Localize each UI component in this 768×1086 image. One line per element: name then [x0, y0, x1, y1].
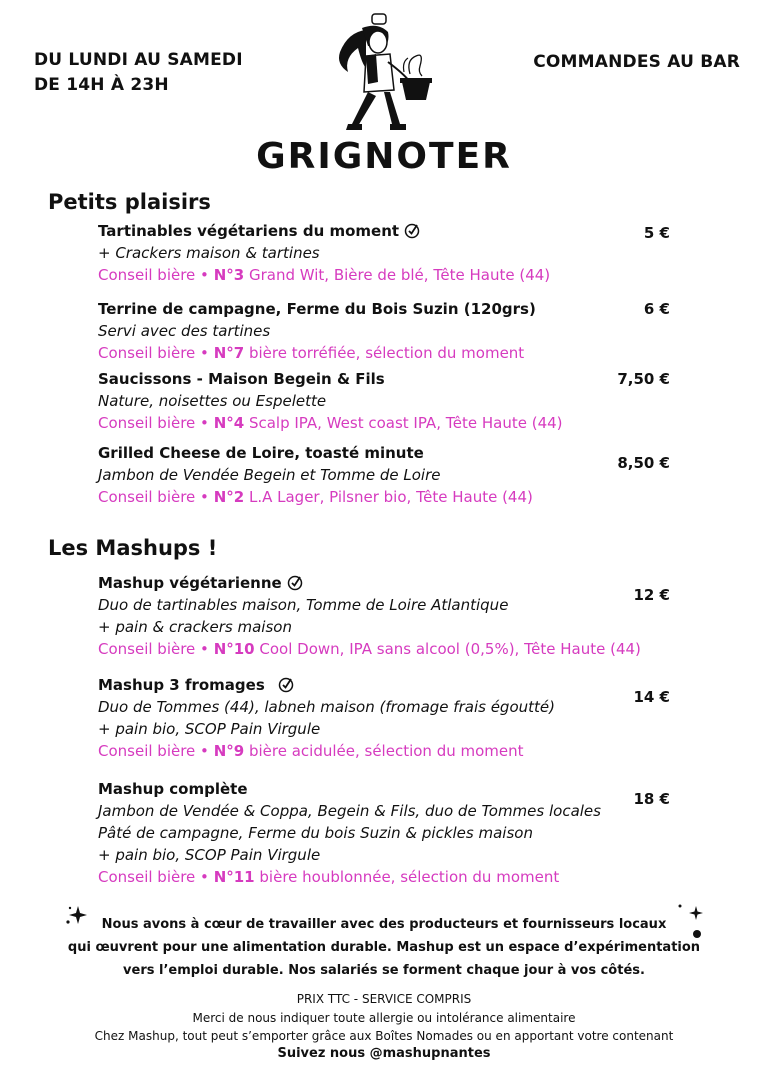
orders-note: COMMANDES AU BAR [533, 52, 740, 72]
beer-description: bière torréfiée, sélection du moment [248, 344, 525, 362]
leaf-check-icon [277, 675, 295, 693]
social-handle: Suivez nous @mashupnantes [277, 1046, 491, 1061]
item-name: Saucissons - Maison Begein & Fils [98, 370, 385, 388]
item-price: 14 € [633, 688, 670, 706]
item-description: + pain bio, SCOP Pain Virgule [98, 846, 321, 864]
item-price: 6 € [643, 300, 670, 318]
item-description: + Crackers maison & tartines [98, 244, 320, 262]
item-price: 12 € [633, 586, 670, 604]
beer-pairing-label: Conseil bière • [98, 742, 209, 760]
item-description: Jambon de Vendée Begein et Tomme de Loire [98, 466, 441, 484]
beer-pairing [98, 264, 698, 286]
beer-pairing [98, 638, 698, 660]
opening-times: DE 14H À 23H [34, 75, 169, 95]
statement-line: vers l’emploi durable. Nos salariés se forment chaque jour à vos côtés. [123, 963, 645, 978]
beer-number: N°7 [213, 344, 245, 362]
beer-pairing-label: Conseil bière • [98, 640, 209, 658]
opening-hours [34, 48, 274, 98]
item-name: Mashup végétarienne [98, 574, 282, 592]
item-description: Nature, noisettes ou Espelette [98, 392, 327, 410]
item-description: Jambon de Vendée & Coppa, Begein & Fils, duo de Tommes locales [98, 802, 601, 820]
beer-description: L.A Lager, Pilsner bio, Tête Haute (44) [248, 488, 533, 506]
section-title-petits-plaisirs: Petits plaisirs [48, 190, 211, 214]
beer-number: N°4 [213, 414, 245, 432]
beer-number: N°9 [213, 742, 245, 760]
beer-pairing [98, 486, 698, 508]
sustainability-statement [0, 913, 768, 982]
leaf-check-icon [286, 573, 304, 591]
price-note: PRIX TTC - SERVICE COMPRIS [296, 992, 472, 1006]
chef-carrying-pot-illustration [318, 12, 448, 137]
beer-description: bière houblonnée, sélection du moment [259, 868, 560, 886]
item-name: Mashup 3 fromages [98, 676, 265, 694]
page-title: GRIGNOTER [256, 136, 512, 177]
item-price: 8,50 € [617, 454, 670, 472]
takeaway-note: Chez Mashup, tout peut s’emporter grâce aux Boîtes Nomades ou en apportant votre contenant [94, 1029, 674, 1043]
item-description: + pain bio, SCOP Pain Virgule [98, 720, 321, 738]
beer-description: Cool Down, IPA sans alcool (0,5%), Tête Haute (44) [259, 640, 641, 658]
opening-days: DU LUNDI AU SAMEDI [34, 50, 243, 70]
beer-description: Scalp IPA, West coast IPA, Tête Haute (44) [248, 414, 563, 432]
item-name: Tartinables végétariens du moment [98, 222, 400, 240]
beer-pairing [98, 342, 698, 364]
item-price: 5 € [643, 224, 670, 242]
section-title-mashups: Les Mashups ! [48, 536, 218, 560]
beer-number: N°3 [213, 266, 245, 284]
item-name: Terrine de campagne, Ferme du Bois Suzin (120grs) [98, 300, 536, 318]
beer-pairing-label: Conseil bière • [98, 414, 209, 432]
statement-line: qui œuvrent pour une alimentation durable. Mashup est un espace d’expérimentation [67, 940, 701, 955]
beer-pairing-label: Conseil bière • [98, 488, 209, 506]
menu-item [98, 442, 698, 508]
beer-pairing-label: Conseil bière • [98, 868, 209, 886]
beer-pairing [98, 412, 698, 434]
beer-number: N°2 [213, 488, 245, 506]
beer-pairing [98, 740, 698, 762]
item-name: Grilled Cheese de Loire, toasté minute [98, 444, 424, 462]
beer-pairing-label: Conseil bière • [98, 266, 209, 284]
beer-pairing [98, 866, 698, 888]
beer-number: N°11 [213, 868, 255, 886]
beer-description: Grand Wit, Bière de blé, Tête Haute (44) [248, 266, 551, 284]
statement-line: Nous avons à cœur de travailler avec des producteurs et fournisseurs locaux [101, 917, 667, 932]
item-price: 7,50 € [617, 370, 670, 388]
beer-pairing-label: Conseil bière • [98, 344, 209, 362]
item-description: + pain & crackers maison [98, 618, 292, 636]
item-description: Duo de tartinables maison, Tomme de Loire Atlantique [98, 596, 509, 614]
leaf-check-icon [403, 221, 421, 239]
item-description: Servi avec des tartines [98, 322, 271, 340]
item-description: Duo de Tommes (44), labneh maison (fromage frais égoutté) [98, 698, 555, 716]
allergy-note: Merci de nous indiquer toute allergie ou intolérance alimentaire [192, 1011, 576, 1025]
beer-number: N°10 [213, 640, 255, 658]
item-description: Pâté de campagne, Ferme du bois Suzin & pickles maison [98, 824, 533, 842]
item-name: Mashup complète [98, 780, 248, 798]
beer-description: bière acidulée, sélection du moment [248, 742, 524, 760]
item-price: 18 € [633, 790, 670, 808]
